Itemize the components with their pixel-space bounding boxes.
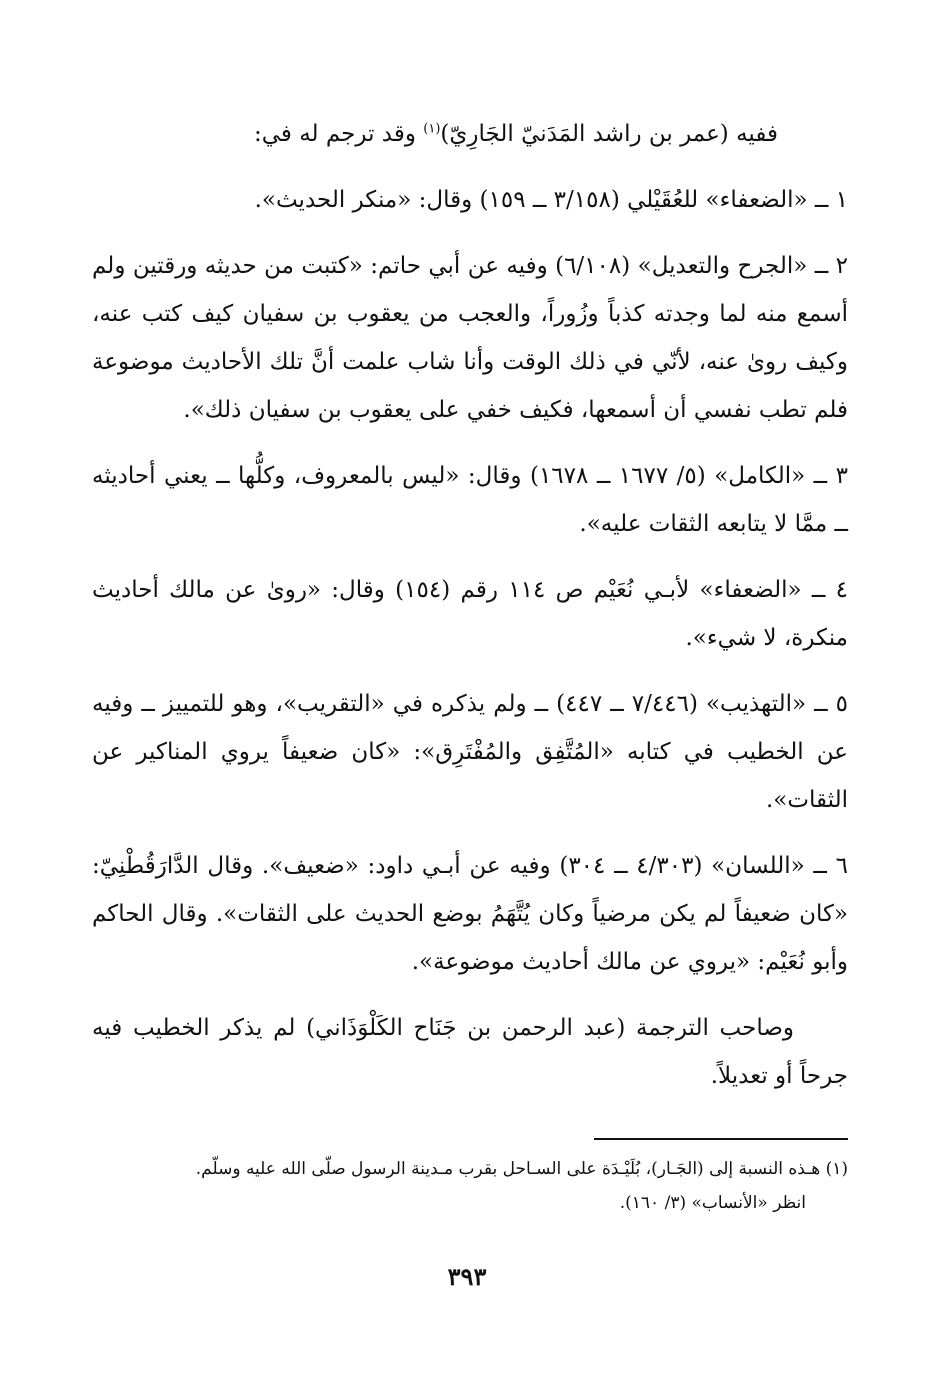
footnote-reference: (١) bbox=[423, 121, 441, 137]
page-number: ٣٩٣ bbox=[447, 1262, 487, 1291]
entry-5: ٥ ــ «التهذيب» (٧/٤٤٦ ــ ٤٤٧) ــ ولم يذكره في «التقريب»، وهو للتمييز ــ وفيه عن الخطيب في كتابه «المُتَّفِق والمُفْتَرِق»: «كان ضعيفاً يروي المناكير عن الثقات». bbox=[92, 691, 848, 813]
footnote-area bbox=[92, 1152, 848, 1220]
entry-1: ١ ــ «الضعفاء» للعُقَيْلي (٣/١٥٨ ــ ١٥٩) وقال: «منكر الحديث». bbox=[254, 187, 848, 213]
entry-4: ٤ ــ «الضعفاء» لأبـي نُعَيْم ص ١١٤ رقم (١٥٤) وقال: «روىٰ عن مالك أحاديث منكرة، لا شيء». bbox=[92, 577, 848, 651]
intro-paragraph bbox=[92, 110, 848, 158]
intro-text: ففيه (عمر بن راشد المَدَنيّ الجَارِيّ) bbox=[440, 121, 778, 147]
page-body bbox=[92, 110, 848, 1118]
footnote-line-2: انظر «الأنساب» (٣/ ١٦٠). bbox=[619, 1193, 806, 1213]
entry-3: ٣ ــ «الكامل» (٥/ ١٦٧٧ ــ ١٦٧٨) وقال: «ليس بالمعروف، وكلُّها ــ يعني أحاديثه ــ ممَّا لا يتابعه الثقات عليه». bbox=[92, 463, 848, 537]
entry-6: ٦ ــ «اللسان» (٤/٣٠٣ ــ ٣٠٤) وفيه عن أبـي داود: «ضعيف». وقال الدَّارَقُطْنِيّ: «كان ضعيفاً لم يكن مرضياً وكان يُتَّهَمُ بوضع الحديث على الثقات». وقال الحاكم وأبو نُعَيْم: «يروي عن مالك أحاديث موضوعة». bbox=[92, 853, 848, 975]
footnote-divider bbox=[594, 1138, 848, 1140]
footnote-line: (١) هـذه النسبة إلى (الجَـار)، بُلَيْـدَة على السـاحل بقرب مـدينة الرسول صلّى الله عليه وسلّم. bbox=[195, 1159, 848, 1179]
intro-text-end: وقد ترجم له في: bbox=[253, 121, 424, 147]
entry-2: ٢ ــ «الجرح والتعديل» (٦/١٠٨) وفيه عن أبي حاتم: «كتبت من حديثه ورقتين ولم أسمع منه لما وجدته كذباً وزُوراً، والعجب من يعقوب بن سفيان كيف كتب عنه، وكيف روىٰ عنه، لأنّي في ذلك الوقت وأنا شاب علمت أنَّ تلك الأحاديث موضوعة فلم تطب نفسي أن أسمعها، فكيف خفي على يعقوب بن سفيان ذلك». bbox=[92, 253, 848, 423]
closing-paragraph: وصاحب الترجمة (عبد الرحمن بن جَنَاح الكَلْوَذَاني) لم يذكر الخطيب فيه جرحاً أو تعديلاً. bbox=[92, 1015, 848, 1089]
